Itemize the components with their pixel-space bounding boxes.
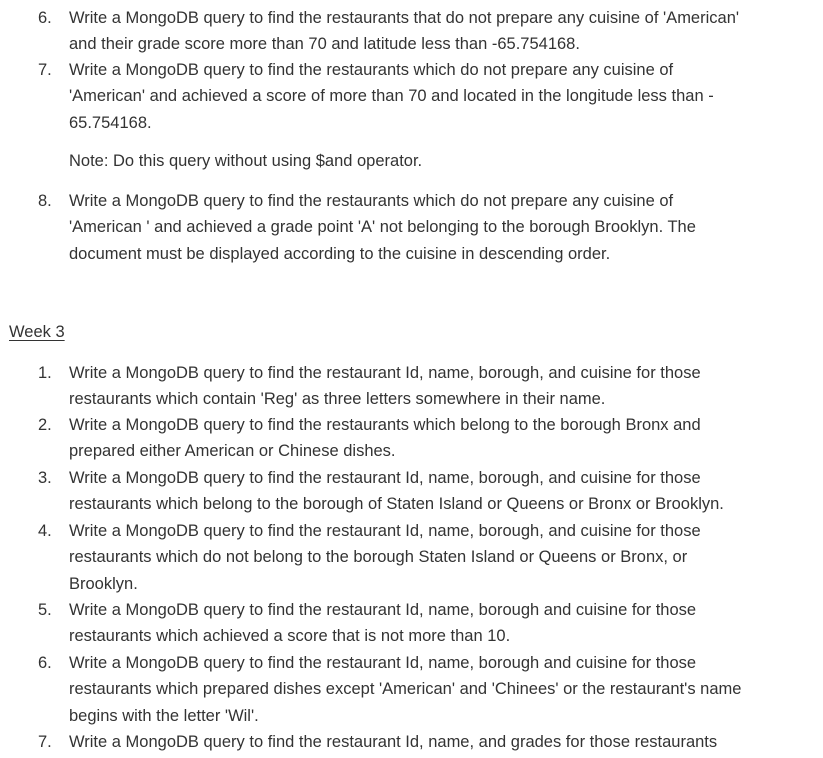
list-item-line: Write a MongoDB query to find the restaurants that do not prepare any cuisine of 'American' [69,9,740,27]
query-note: Note: Do this query without using $and operator. [69,152,423,170]
list-item-line: and their grade score more than 70 and latitude less than -65.754168. [69,35,580,54]
list-item-text [69,650,781,729]
list-item-line: restaurants which prepared dishes except 'American' and 'Chinees' or the restaurant's name [69,680,742,699]
list-item-text [69,360,781,413]
list-item-line: Write a MongoDB query to find the restaurants which belong to the borough Bronx and [69,416,701,434]
list-item-text [69,518,781,597]
list-item-line: Write a MongoDB query to find the restaurant Id, name, borough and cuisine for those [69,654,697,672]
list-item-line: restaurants which do not belong to the borough Staten Island or Queens or Bronx, or [69,548,688,567]
list-item-line: Write a MongoDB query to find the restaurants which do not prepare any cuisine of [69,192,674,210]
list-item-line: Write a MongoDB query to find the restaurant Id, name, and grades for those restaurants [69,733,718,751]
list-item-number: 8. [38,192,52,210]
list-item-number: 2. [38,416,52,434]
list-item-line: Write a MongoDB query to find the restaurant Id, name, borough and cuisine for those [69,601,697,619]
list-item-line: Write a MongoDB query to find the restaurant Id, name, borough, and cuisine for those [69,364,701,382]
list-item-line: Brooklyn. [69,574,138,593]
list-item-line: Write a MongoDB query to find the restaurants which do not prepare any cuisine of [69,61,674,79]
list-item-text [69,188,781,267]
list-item-line: 'American ' and achieved a grade point 'A' not belonging to the borough Brooklyn. The [69,218,696,237]
list-item-line: document must be displayed according to the cuisine in descending order. [69,244,611,263]
list-item-number: 7. [38,61,52,79]
list-item-line: 'American' and achieved a score of more than 70 and located in the longitude less than - [69,87,714,106]
list-item-line: prepared either American or Chinese dishes. [69,442,396,461]
list-item-number: 4. [38,522,52,540]
list-item-number: 6. [38,654,52,672]
list-item-number: 7. [38,733,52,751]
list-item-line: 65.754168. [69,113,152,132]
list-item-number: 1. [38,364,52,382]
list-item-line: begins with the letter 'Wil'. [69,706,259,725]
list-item-text [69,412,781,465]
list-item-line: Write a MongoDB query to find the restaurant Id, name, borough, and cuisine for those [69,522,701,540]
list-item-number: 5. [38,601,52,619]
list-item-line: Write a MongoDB query to find the restaurant Id, name, borough, and cuisine for those [69,469,701,487]
list-item-number: 6. [38,9,52,27]
list-item-text [69,597,781,650]
section-heading-week-3: Week 3 [9,323,65,341]
list-item-line: restaurants which achieved a score that is not more than 10. [69,627,511,646]
list-item-text [69,465,781,518]
list-item-number: 3. [38,469,52,487]
list-item-line: restaurants which contain 'Reg' as three letters somewhere in their name. [69,390,606,409]
list-item-line: restaurants which belong to the borough of Staten Island or Queens or Bronx or Brooklyn. [69,495,724,514]
list-item-text [69,57,781,136]
list-item-text [69,5,781,58]
list-item-text [69,729,781,755]
